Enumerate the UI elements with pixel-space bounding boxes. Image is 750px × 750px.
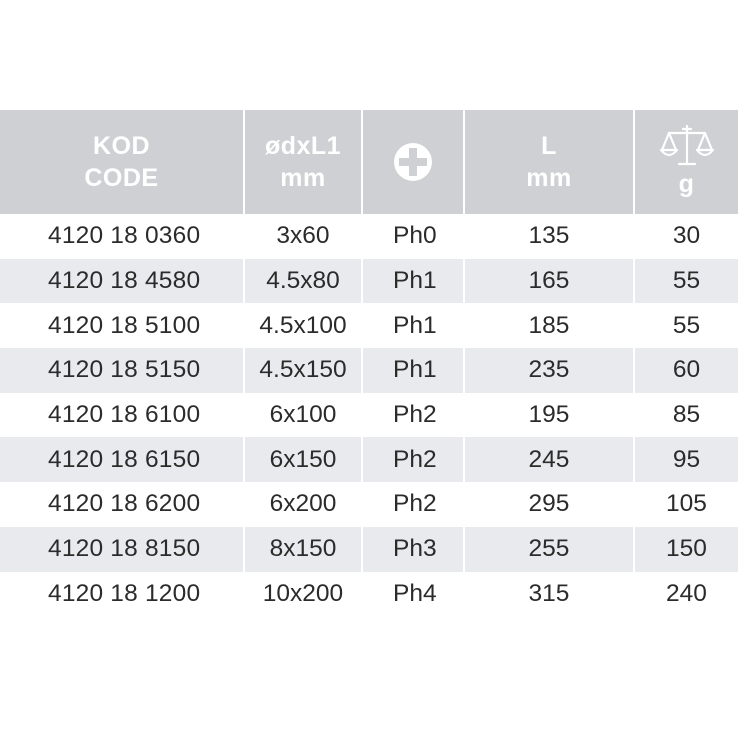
cell-tip: Ph2 [362, 437, 464, 482]
cell-weight: 55 [634, 303, 739, 348]
header-code [0, 110, 244, 214]
header-code-line1: KOD [92, 132, 151, 160]
cell-pad [739, 527, 750, 572]
table-body [0, 214, 750, 616]
cell-size: 6x200 [244, 482, 362, 527]
cell-size: 8x150 [244, 527, 362, 572]
cell-length: 135 [464, 214, 634, 259]
cell-size: 4.5x100 [244, 303, 362, 348]
cell-code: 4120 18 1200 [0, 572, 244, 617]
cell-weight: 60 [634, 348, 739, 393]
cell-size: 3x60 [244, 214, 362, 259]
header-size-line2: mm [280, 164, 326, 192]
header-weight-unit: g [678, 170, 695, 198]
cell-code: 4120 18 8150 [0, 527, 244, 572]
cell-weight: 95 [634, 437, 739, 482]
cell-length: 255 [464, 527, 634, 572]
cell-weight: 30 [634, 214, 739, 259]
table-row [0, 437, 750, 482]
header-length [464, 110, 634, 214]
table-row [0, 572, 750, 617]
cell-length: 295 [464, 482, 634, 527]
header-pad [739, 110, 750, 214]
header-length-line1: L [541, 132, 557, 160]
header-length-line2: mm [526, 164, 572, 192]
header-row [0, 110, 750, 214]
cell-size: 6x100 [244, 393, 362, 438]
cell-length: 185 [464, 303, 634, 348]
cell-tip: Ph4 [362, 572, 464, 617]
cell-size: 6x150 [244, 437, 362, 482]
cell-size: 10x200 [244, 572, 362, 617]
table-row [0, 303, 750, 348]
phillips-cross-icon [363, 142, 463, 182]
table-row [0, 214, 750, 259]
header-code-line2: CODE [84, 164, 159, 192]
cell-size: 4.5x150 [244, 348, 362, 393]
header-size-line1: ødxL1 [264, 132, 342, 160]
cell-pad [739, 482, 750, 527]
cell-length: 165 [464, 259, 634, 304]
cell-code: 4120 18 4580 [0, 259, 244, 304]
cell-weight: 150 [634, 527, 739, 572]
cell-pad [739, 437, 750, 482]
cell-tip: Ph0 [362, 214, 464, 259]
cell-pad [739, 214, 750, 259]
table-row [0, 393, 750, 438]
cell-pad [739, 303, 750, 348]
cell-length: 195 [464, 393, 634, 438]
cell-tip: Ph2 [362, 393, 464, 438]
cell-pad [739, 393, 750, 438]
cell-weight: 85 [634, 393, 739, 438]
scale-balance-icon [635, 124, 738, 168]
cell-tip: Ph1 [362, 259, 464, 304]
cell-code: 4120 18 6150 [0, 437, 244, 482]
table-row [0, 348, 750, 393]
header-weight [634, 110, 739, 214]
header-tip [362, 110, 464, 214]
cell-weight: 105 [634, 482, 739, 527]
cell-length: 235 [464, 348, 634, 393]
cell-size: 4.5x80 [244, 259, 362, 304]
table-row [0, 259, 750, 304]
cell-tip: Ph1 [362, 303, 464, 348]
product-spec-table [0, 110, 750, 616]
product-spec-table-wrapper [0, 110, 750, 616]
cell-pad [739, 348, 750, 393]
cell-weight: 55 [634, 259, 739, 304]
header-size [244, 110, 362, 214]
cell-tip: Ph3 [362, 527, 464, 572]
cell-code: 4120 18 5100 [0, 303, 244, 348]
table-row [0, 527, 750, 572]
cell-code: 4120 18 0360 [0, 214, 244, 259]
cell-code: 4120 18 5150 [0, 348, 244, 393]
cell-tip: Ph1 [362, 348, 464, 393]
cell-length: 315 [464, 572, 634, 617]
cell-code: 4120 18 6200 [0, 482, 244, 527]
cell-pad [739, 572, 750, 617]
cell-length: 245 [464, 437, 634, 482]
cell-weight: 240 [634, 572, 739, 617]
table-row [0, 482, 750, 527]
cell-pad [739, 259, 750, 304]
cell-code: 4120 18 6100 [0, 393, 244, 438]
table-header [0, 110, 750, 214]
cell-tip: Ph2 [362, 482, 464, 527]
